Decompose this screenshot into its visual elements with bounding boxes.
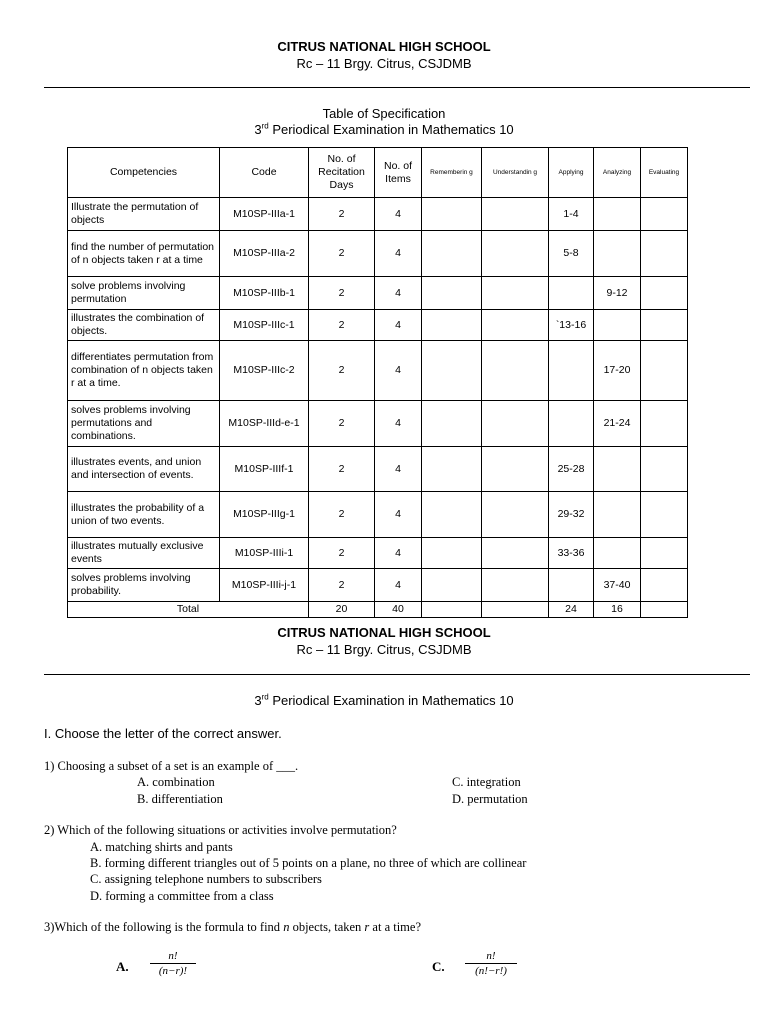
cell-analyzing <box>594 538 641 569</box>
cell-remembering <box>422 277 482 310</box>
cell-evaluating <box>641 310 688 341</box>
cell-analyzing <box>594 447 641 492</box>
cell-days: 2 <box>309 401 375 447</box>
cell-days: 2 <box>309 538 375 569</box>
cell-applying <box>549 569 594 602</box>
header-remembering: Rememberin g <box>422 148 482 198</box>
cell-total-analyzing: 16 <box>594 602 641 618</box>
cell-remembering <box>422 492 482 538</box>
cell-remembering <box>422 341 482 401</box>
cell-code: M10SP-IIIi-j-1 <box>220 569 309 602</box>
cell-total-label: Total <box>68 602 309 618</box>
cell-competency: illustrates events, and union and intersection of events. <box>68 447 220 492</box>
cell-code: M10SP-IIIb-1 <box>220 277 309 310</box>
cell-competency: illustrates the combination of objects. <box>68 310 220 341</box>
cell-competency: find the number of permutation of n objects taken r at a time <box>68 231 220 277</box>
cell-days: 2 <box>309 310 375 341</box>
table-total-row <box>68 602 688 618</box>
tos-exam-title: 3rd Periodical Examination in Mathematics 10 <box>254 121 514 137</box>
q3-c-denominator: (n!−r!) <box>475 965 507 977</box>
cell-analyzing: 17-20 <box>594 341 641 401</box>
cell-total-remembering <box>422 602 482 618</box>
cell-days: 2 <box>309 447 375 492</box>
cell-items: 4 <box>375 538 422 569</box>
cell-evaluating <box>641 538 688 569</box>
header-evaluating: Evaluating <box>641 148 688 198</box>
header-no-of-items: No. of Items <box>375 148 422 198</box>
cell-understanding <box>482 277 549 310</box>
question-3: 3)Which of the following is the formula to find n objects, taken r at a time? <box>44 920 422 934</box>
header-understanding: Understandin g <box>482 148 549 198</box>
header-recitation-days: No. of Recitation Days <box>309 148 375 198</box>
cell-analyzing: 21-24 <box>594 401 641 447</box>
cell-applying <box>549 401 594 447</box>
cell-code: M10SP-IIIc-2 <box>220 341 309 401</box>
q1-option-c: C. integration <box>452 775 521 789</box>
cell-total-days: 20 <box>309 602 375 618</box>
q3-a-denominator: (n−r)! <box>158 965 188 977</box>
cell-analyzing <box>594 492 641 538</box>
cell-days: 2 <box>309 492 375 538</box>
cell-competency: illustrates mutually exclusive events <box>68 538 220 569</box>
table-row <box>68 310 688 341</box>
cell-applying: 1-4 <box>549 198 594 231</box>
header-competencies: Competencies <box>68 148 220 198</box>
cell-items: 4 <box>375 310 422 341</box>
cell-remembering <box>422 310 482 341</box>
divider-2 <box>44 674 750 675</box>
cell-understanding <box>482 231 549 277</box>
school-address-2: Rc – 11 Brgy. Citrus, CSJDMB <box>296 642 472 657</box>
exam-title: 3rd Periodical Examination in Mathematics 10 <box>254 692 514 708</box>
cell-competency: solves problems involving permutations and combinations. <box>68 401 220 447</box>
q3-c-numerator: n! <box>465 950 517 964</box>
question-2: 2) Which of the following situations or activities involve permutation? <box>44 823 397 837</box>
q2-option-d: D. forming a committee from a class <box>90 889 274 903</box>
cell-evaluating <box>641 492 688 538</box>
cell-understanding <box>482 310 549 341</box>
cell-code: M10SP-IIIg-1 <box>220 492 309 538</box>
table-row <box>68 231 688 277</box>
cell-competency: solves problems involving probability. <box>68 569 220 602</box>
cell-total-applying: 24 <box>549 602 594 618</box>
cell-understanding <box>482 341 549 401</box>
header-applying: Applying <box>549 148 594 198</box>
divider <box>44 87 750 88</box>
cell-days: 2 <box>309 569 375 602</box>
q3-option-c-label: C. <box>432 959 445 974</box>
cell-applying: 29-32 <box>549 492 594 538</box>
cell-understanding <box>482 198 549 231</box>
cell-evaluating <box>641 231 688 277</box>
cell-items: 4 <box>375 341 422 401</box>
cell-remembering <box>422 231 482 277</box>
cell-code: M10SP-IIIa-1 <box>220 198 309 231</box>
table-row <box>68 341 688 401</box>
cell-understanding <box>482 401 549 447</box>
school-address: Rc – 11 Brgy. Citrus, CSJDMB <box>296 56 472 71</box>
table-row <box>68 492 688 538</box>
q3-option-a-label: A. <box>116 959 129 974</box>
table-row <box>68 401 688 447</box>
cell-code: M10SP-IIId-e-1 <box>220 401 309 447</box>
specification-table <box>67 147 688 618</box>
cell-understanding <box>482 569 549 602</box>
table-row <box>68 447 688 492</box>
cell-items: 4 <box>375 492 422 538</box>
q1-option-b: B. differentiation <box>137 792 223 806</box>
cell-evaluating <box>641 401 688 447</box>
school-name: CITRUS NATIONAL HIGH SCHOOL <box>277 39 491 54</box>
tos-title: Table of Specification <box>322 106 446 121</box>
q3-option-c-formula <box>465 950 517 977</box>
instruction: I. Choose the letter of the correct answer. <box>44 726 282 741</box>
cell-days: 2 <box>309 277 375 310</box>
cell-evaluating <box>641 447 688 492</box>
cell-code: M10SP-IIIc-1 <box>220 310 309 341</box>
school-name-2: CITRUS NATIONAL HIGH SCHOOL <box>277 625 491 640</box>
cell-total-items: 40 <box>375 602 422 618</box>
cell-analyzing: 9-12 <box>594 277 641 310</box>
cell-code: M10SP-IIIa-2 <box>220 231 309 277</box>
cell-analyzing <box>594 198 641 231</box>
cell-days: 2 <box>309 198 375 231</box>
cell-items: 4 <box>375 231 422 277</box>
cell-evaluating <box>641 277 688 310</box>
question-1: 1) Choosing a subset of a set is an example of ___. <box>44 759 299 773</box>
cell-evaluating <box>641 569 688 602</box>
table-row <box>68 277 688 310</box>
cell-days: 2 <box>309 341 375 401</box>
cell-understanding <box>482 538 549 569</box>
cell-code: M10SP-IIIf-1 <box>220 447 309 492</box>
q3-a-numerator: n! <box>150 950 196 964</box>
cell-applying <box>549 341 594 401</box>
cell-applying: 33-36 <box>549 538 594 569</box>
cell-understanding <box>482 492 549 538</box>
cell-items: 4 <box>375 447 422 492</box>
table-row <box>68 198 688 231</box>
cell-total-understanding <box>482 602 549 618</box>
q1-option-d: D. permutation <box>452 792 528 806</box>
cell-total-evaluating <box>641 602 688 618</box>
cell-applying: 25-28 <box>549 447 594 492</box>
cell-evaluating <box>641 198 688 231</box>
q1-option-a: A. combination <box>137 775 215 789</box>
cell-remembering <box>422 401 482 447</box>
cell-competency: Illustrate the permutation of objects <box>68 198 220 231</box>
cell-analyzing <box>594 231 641 277</box>
cell-competency: solve problems involving permutation <box>68 277 220 310</box>
cell-remembering <box>422 538 482 569</box>
header-analyzing: Analyzing <box>594 148 641 198</box>
cell-days: 2 <box>309 231 375 277</box>
cell-remembering <box>422 447 482 492</box>
cell-analyzing <box>594 310 641 341</box>
q2-option-c: C. assigning telephone numbers to subscribers <box>90 872 322 886</box>
q2-option-b: B. forming different triangles out of 5 points on a plane, no three of which are collinear <box>90 856 527 870</box>
cell-analyzing: 37-40 <box>594 569 641 602</box>
cell-items: 4 <box>375 401 422 447</box>
cell-competency: illustrates the probability of a union of two events. <box>68 492 220 538</box>
cell-remembering <box>422 569 482 602</box>
header-code: Code <box>220 148 309 198</box>
table-row <box>68 538 688 569</box>
cell-remembering <box>422 198 482 231</box>
cell-code: M10SP-IIIi-1 <box>220 538 309 569</box>
cell-applying: 5-8 <box>549 231 594 277</box>
table-row <box>68 569 688 602</box>
cell-understanding <box>482 447 549 492</box>
cell-items: 4 <box>375 569 422 602</box>
cell-items: 4 <box>375 198 422 231</box>
cell-items: 4 <box>375 277 422 310</box>
q2-option-a: A. matching shirts and pants <box>90 840 233 854</box>
cell-applying <box>549 277 594 310</box>
q3-option-a-formula <box>150 950 196 977</box>
cell-evaluating <box>641 341 688 401</box>
cell-applying: `13-16 <box>549 310 594 341</box>
cell-competency: differentiates permutation from combination of n objects taken r at a time. <box>68 341 220 401</box>
table-header-row <box>68 148 688 198</box>
